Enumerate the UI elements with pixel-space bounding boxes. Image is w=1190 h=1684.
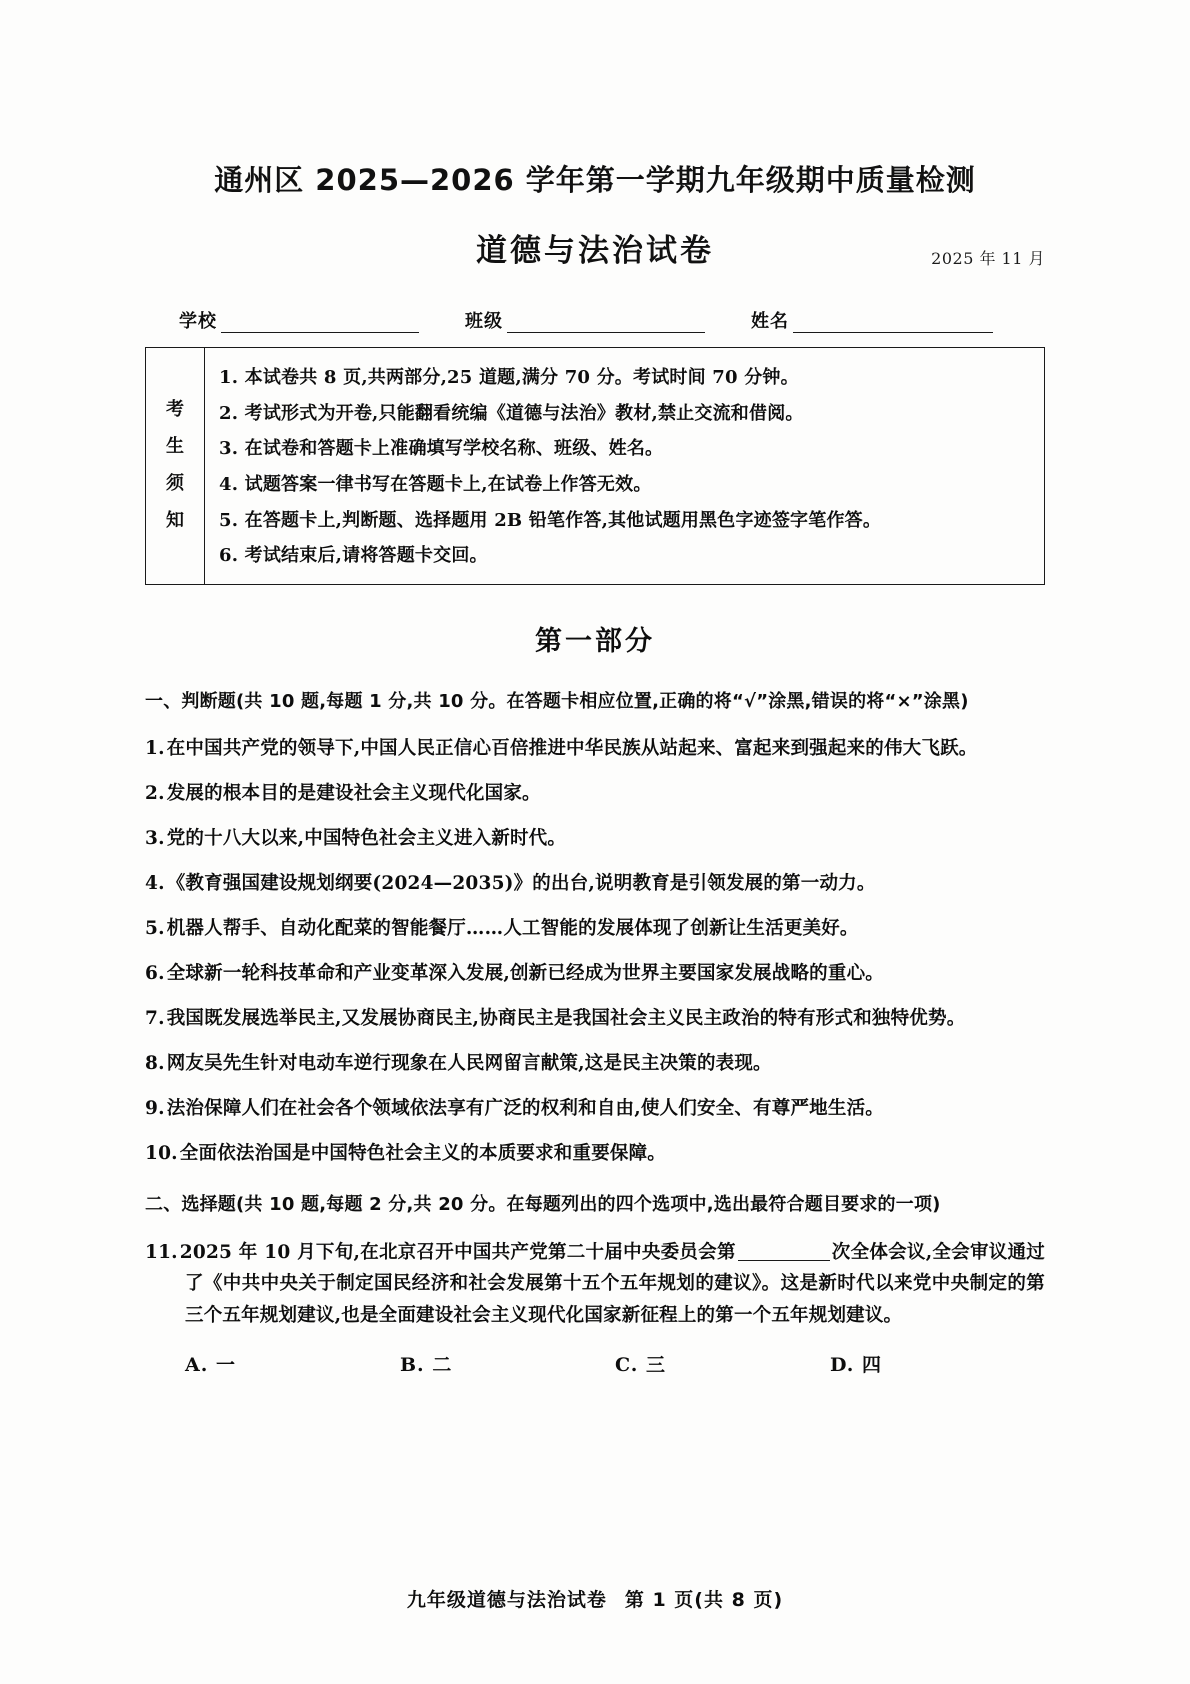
- question-number: 1.: [145, 737, 165, 759]
- option-label: 四: [862, 1354, 883, 1377]
- notice-label-char: 考: [166, 399, 184, 421]
- notice-item-list: [205, 348, 1044, 584]
- option-a[interactable]: [185, 1350, 400, 1377]
- question-number: 10.: [145, 1142, 178, 1164]
- notice-item: 4. 试题答案一律书写在答题卡上,在试卷上作答无效。: [219, 473, 652, 495]
- option-letter: B.: [400, 1354, 425, 1377]
- question-text: 党的十八大以来,中国特色社会主义进入新时代。: [166, 827, 567, 849]
- question-text-before-blank: 2025 年 10 月下旬,在北京召开中国共产党第二十届中央委员会第: [179, 1241, 736, 1263]
- part-one-heading: 第一部分: [535, 625, 655, 657]
- identity-row: [145, 307, 1045, 333]
- name-input-blank[interactable]: [793, 316, 993, 333]
- true-false-question: [145, 1004, 1045, 1034]
- footer-page-number: 第 1 页(共 8 页): [624, 1589, 784, 1611]
- multiple-choice-question-11: [145, 1237, 1045, 1332]
- true-false-question: [145, 1139, 1045, 1169]
- question-number: 2.: [145, 782, 165, 804]
- option-b[interactable]: [400, 1350, 615, 1377]
- true-false-question: [145, 914, 1045, 944]
- subtitle-row: [145, 225, 1045, 271]
- question-text: 《教育强国建设规划纲要(2024—2035)》的出台,说明教育是引领发展的第一动力。: [166, 872, 876, 894]
- option-letter: A.: [185, 1354, 209, 1377]
- class-input-blank[interactable]: [507, 316, 705, 333]
- multiple-choice-section-intro: 二、选择题(共 10 题,每题 2 分,共 20 分。在每题列出的四个选项中,选出最符合题目要求的一项): [145, 1193, 941, 1215]
- school-field[interactable]: [179, 307, 419, 333]
- option-c[interactable]: [615, 1350, 830, 1377]
- school-label: 学校: [179, 311, 217, 332]
- question-number: 11.: [145, 1241, 178, 1263]
- candidate-notice-box: [145, 347, 1045, 585]
- school-input-blank[interactable]: [221, 316, 419, 333]
- question-text: 全球新一轮科技革命和产业变革深入发展,创新已经成为世界主要国家发展战略的重心。: [166, 962, 884, 984]
- true-false-question: [145, 1094, 1045, 1124]
- true-false-question: [145, 824, 1045, 854]
- question-number: 7.: [145, 1007, 165, 1029]
- page-footer: [0, 1585, 1190, 1612]
- subject-title: 道德与法治试卷: [476, 233, 714, 269]
- option-label: 三: [646, 1354, 667, 1377]
- notice-vertical-label: [146, 348, 205, 584]
- notice-item: 5. 在答题卡上,判断题、选择题用 2B 铅笔作答,其他试题用黑色字迹签字笔作答。: [219, 509, 882, 531]
- question-text: 我国既发展选举民主,又发展协商民主,协商民主是我国社会主义民主政治的特有形式和独特优势。: [166, 1007, 966, 1029]
- class-label: 班级: [465, 311, 503, 332]
- true-false-question: [145, 1049, 1045, 1079]
- notice-label-char: 知: [166, 509, 184, 531]
- answer-blank[interactable]: [738, 1260, 830, 1261]
- question-text: 法治保障人们在社会各个领域依法享有广泛的权利和自由,使人们安全、有尊严地生活。: [166, 1097, 884, 1119]
- notice-label-char: 生: [166, 435, 184, 457]
- true-false-question: [145, 959, 1045, 989]
- question-number: 4.: [145, 872, 165, 894]
- question-text-after-blank: 次全体会议,全会审议通过了《中共中央关于制定国民经济和社会发展第十五个五年规划的建议》。这是新时代以来党中央制定的第三个五年规划建议,也是全面建设社会主义现代化国家新征程上的第一个五年规划建议。: [185, 1241, 1045, 1327]
- notice-item: 1. 本试卷共 8 页,共两部分,25 道题,满分 70 分。考试时间 70 分钟。: [219, 367, 799, 388]
- question-number: 8.: [145, 1052, 165, 1074]
- question-number: 6.: [145, 962, 165, 984]
- exam-date: 2025 年 11 月: [931, 249, 1045, 268]
- question-text: 在中国共产党的领导下,中国人民正信心百倍推进中华民族从站起来、富起来到强起来的伟大飞跃。: [166, 737, 978, 759]
- notice-item: 3. 在试卷和答题卡上准确填写学校名称、班级、姓名。: [219, 438, 664, 460]
- question-11-options: [145, 1350, 1045, 1377]
- paper-content: [145, 0, 1045, 1684]
- notice-item: 2. 考试形式为开卷,只能翻看统编《道德与法治》教材,禁止交流和借阅。: [219, 402, 804, 424]
- true-false-question: [145, 734, 1045, 764]
- option-label: 二: [432, 1354, 453, 1377]
- footer-subject: 九年级道德与法治试卷: [406, 1589, 607, 1611]
- page-title: 通州区 2025—2026 学年第一学期九年级期中质量检测: [214, 163, 976, 197]
- notice-label-char: 须: [166, 472, 184, 494]
- true-false-question: [145, 869, 1045, 899]
- question-text: 发展的根本目的是建设社会主义现代化国家。: [166, 782, 541, 804]
- name-field[interactable]: [751, 307, 1023, 333]
- option-letter: C.: [615, 1354, 639, 1377]
- true-false-section-intro: 一、判断题(共 10 题,每题 1 分,共 10 分。在答题卡相应位置,正确的将“√”涂黑,错误的将“×”涂黑): [145, 690, 969, 712]
- class-field[interactable]: [465, 307, 705, 333]
- question-text: 全面依法治国是中国特色社会主义的本质要求和重要保障。: [179, 1142, 666, 1164]
- question-text: 网友吴先生针对电动车逆行现象在人民网留言献策,这是民主决策的表现。: [166, 1052, 772, 1074]
- name-label: 姓名: [751, 311, 789, 332]
- option-label: 一: [215, 1354, 236, 1377]
- question-number: 9.: [145, 1097, 165, 1119]
- option-d[interactable]: [830, 1350, 1045, 1377]
- true-false-question: [145, 779, 1045, 809]
- option-letter: D.: [830, 1354, 855, 1377]
- question-text: 机器人帮手、自动化配菜的智能餐厅……人工智能的发展体现了创新让生活更美好。: [166, 917, 859, 939]
- question-number: 5.: [145, 917, 165, 939]
- notice-item: 6. 考试结束后,请将答题卡交回。: [219, 545, 488, 567]
- question-number: 3.: [145, 827, 165, 849]
